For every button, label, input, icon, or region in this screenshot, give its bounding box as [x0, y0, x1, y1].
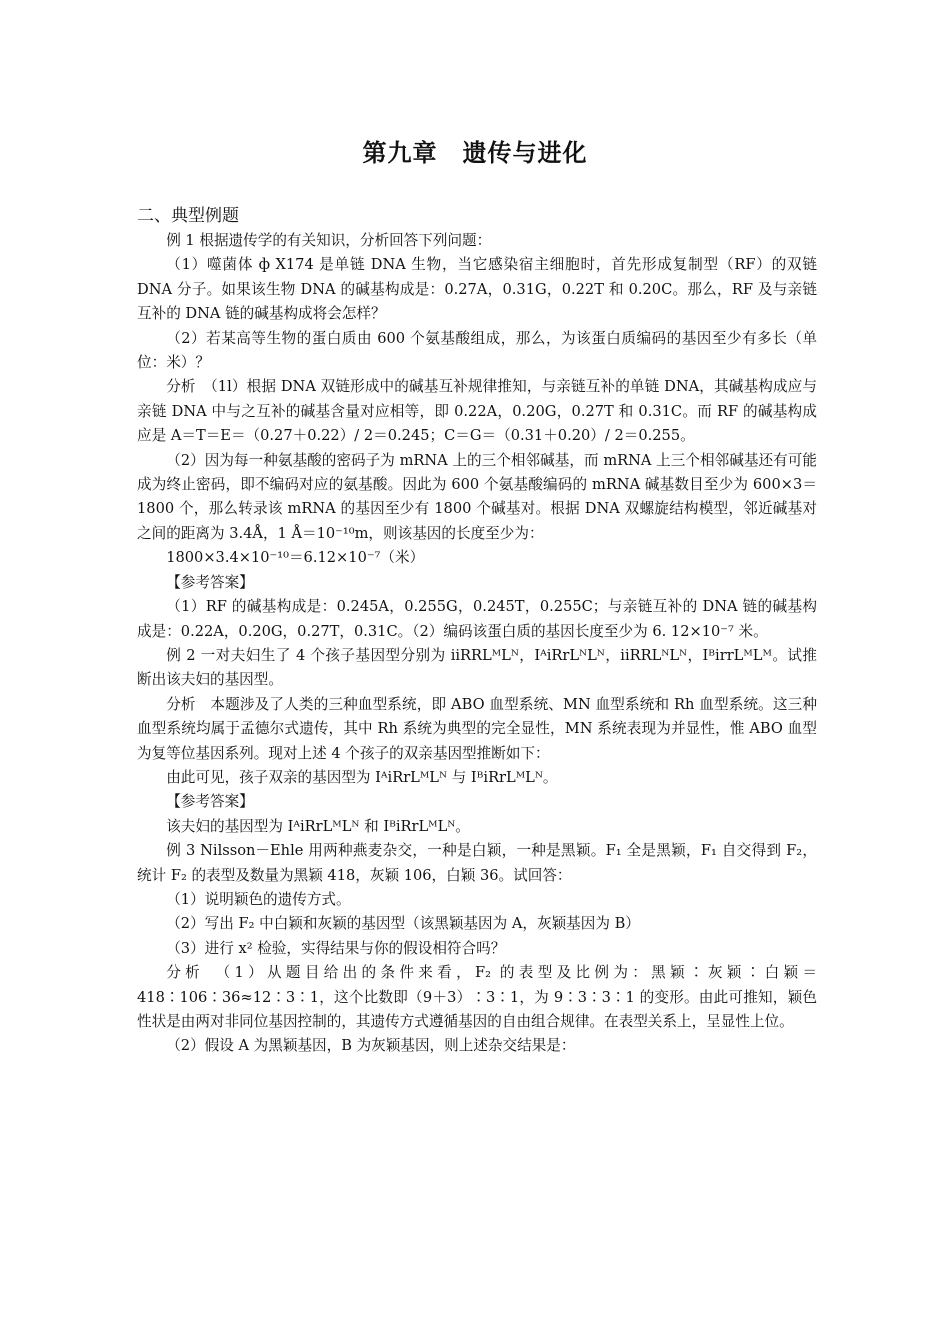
example-3-analysis-1: 分析 （1）从题目给出的条件来看，F₂ 的表型及比例为：黑颖∶灰颖∶白颖＝418∶106∶36≈12∶3∶1，这个比数即（9＋3）∶3∶1，为 9∶3∶3∶1 的变形。由此可推知，颖色性状是由两对非同位基因控制的，其遗传方式遵循基因的自由组合规律。在表型关系上，呈显性上位。: [137, 964, 817, 1030]
example-1-answer-heading: 【参考答案】: [166, 573, 254, 591]
section-heading: 二、典型例题: [137, 206, 239, 226]
example-2-conclusion: 由此可见，孩子双亲的基因型为 IᴬiRrLᴹLᴺ 与 IᴮiRrLᴹLᴺ。: [166, 768, 558, 786]
example-3-intro: 例 3 Nilsson－Ehle 用两种燕麦杂交，一种是白颖，一种是黑颖。F₁ 全是黑颖，F₁ 自交得到 F₂，统计 F₂ 的表型及数量为黑颖 418，灰颖 106，白颖 36。试回答：: [137, 842, 817, 884]
example-1-intro: 例 1 根据遗传学的有关知识，分析回答下列问题：: [166, 232, 492, 249]
example-2-intro: 例 2 一对夫妇生了 4 个孩子基因型分别为 iiRRLᴹLᴺ，IᴬiRrLᴺLᴺ，iiRRLᴺLᴺ，IᴮirrLᴹLᴹ。试推断出该夫妇的基因型。: [137, 646, 817, 689]
example-1-analysis-2: （2）因为每一种氨基酸的密码子为 mRNA 上的三个相邻碱基，而 mRNA 上三个相邻碱基还有可能成为终止密码，即不编码对应的氨基酸。因此为 600 个氨基酸编码的 mRNA 碱基数目至少为 600×3＝1800 个，那么转录该 mRNA 的基因至少有 1800 个碱基对。根据 DNA 双螺旋结构模型，邻近碱基对之间的距离为 3.4Å，1 Å＝10⁻¹⁰m，则该基因的长度至少为：: [137, 451, 817, 542]
example-1-answer: （1）RF 的碱基构成是：0.245A，0.255G，0.245T，0.255C；与亲链互补的 DNA 链的碱基构成是：0.22A，0.20G，0.27T，0.31C。（2）编码该蛋白质的基因长度至少为 6. 12×10⁻⁷ 米。: [137, 598, 817, 640]
example-2-analysis: 分析 本题涉及了人类的三种血型系统，即 ABO 血型系统、MN 血型系统和 Rh 血型系统。这三种血型系统均属于孟德尔式遗传，其中 Rh 系统为典型的完全显性，MN 系统表现为并显性，惟 ABO 血型为复等位基因系列。现对上述 4 个孩子的双亲基因型推断如下：: [137, 695, 817, 762]
example-3-analysis-2: （2）假设 A 为黑颖基因，B 为灰颖基因，则上述杂交结果是：: [166, 1037, 576, 1055]
example-2-answer-heading: 【参考答案】: [166, 793, 254, 811]
example-3-question-2: （2）写出 F₂ 中白颖和灰颖的基因型（该黑颖基因为 A，灰颖基因为 B）: [166, 915, 640, 933]
example-2-answer: 该夫妇的基因型为 IᴬiRrLᴹLᴺ 和 IᴮiRrLᴹLᴺ。: [166, 817, 470, 835]
document-body: [137, 229, 817, 1059]
page-title: 第九章 遗传与进化: [362, 139, 588, 167]
example-3-question-3: （3）进行 x² 检验，实得结果与你的假设相符合吗？: [166, 939, 506, 957]
example-1-analysis-1: 分析 （1l）根据 DNA 双链形成中的碱基互补规律推知，与亲链互补的单链 DNA，其碱基构成应与亲链 DNA 中与之互补的碱基含量对应相等，即 0.22A，0.20G，0.27T 和 0.31C。而 RF 的碱基构成应是 A＝T＝E＝（0.27＋0.22）/ 2＝0.245；C＝G＝（0.31＋0.20）/ 2＝0.255。: [137, 378, 817, 445]
example-1-question-2: （2）若某高等生物的蛋白质由 600 个氨基酸组成，那么，为该蛋白质编码的基因至少有多长（单位：米）？: [137, 329, 817, 372]
example-1-formula: 1800×3.4×10⁻¹⁰＝6.12×10⁻⁷（米）: [166, 549, 425, 567]
example-3-question-1: （1）说明颖色的遗传方式。: [166, 890, 351, 908]
example-1-question-1: （1）噬菌体 ф X174 是单链 DNA 生物，当它感染宿主细胞时，首先形成复制型（RF）的双链 DNA 分子。如果该生物 DNA 的碱基构成是：0.27A，0.31G，0.22T 和 0.20C。那么，RF 及与亲链互补的 DNA 链的碱基构成将会怎样？: [137, 256, 817, 323]
